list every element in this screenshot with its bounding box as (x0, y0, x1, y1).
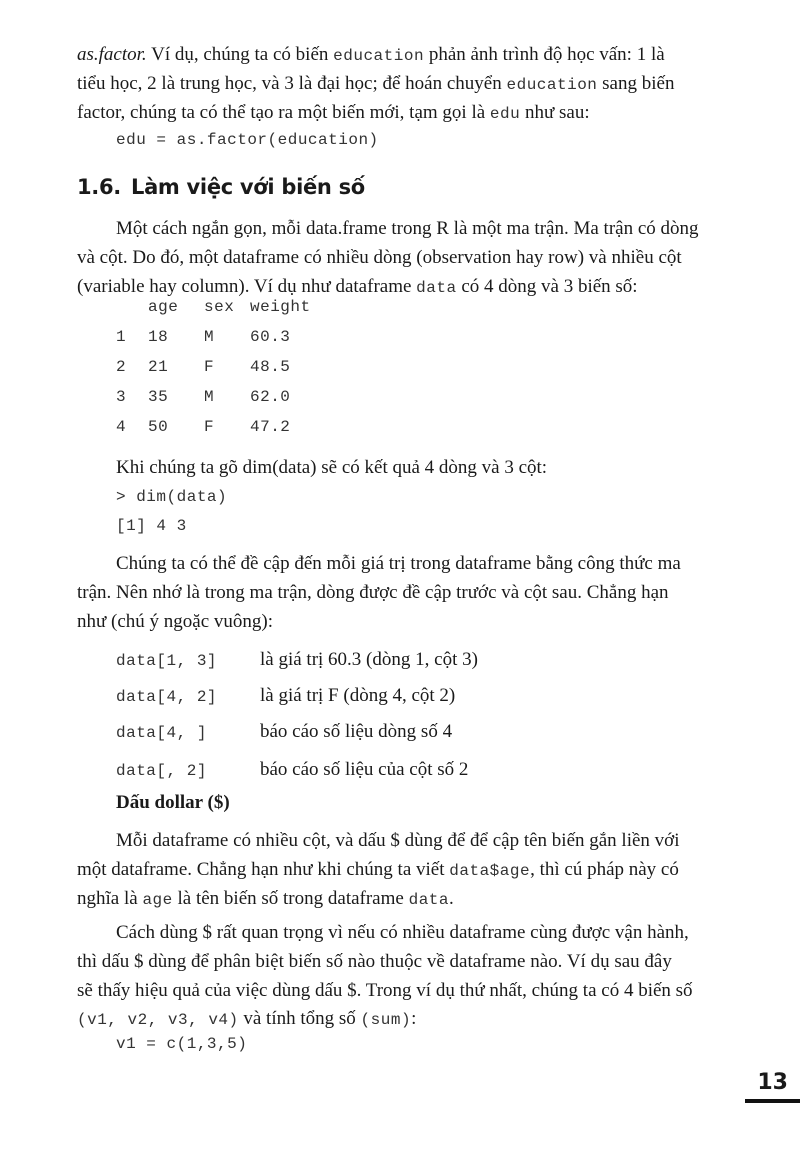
dollar-line-1: Mỗi dataframe có nhiều cột, và dấu $ dùng để để cập tên biến gắn liền với (116, 830, 680, 851)
section-title: Làm việc với biến số (130, 175, 365, 199)
index-expression: data[4, 2] (116, 688, 218, 706)
ref-line-2: trận. Nên nhớ là trong ma trận, dòng được đề cập trước và cột sau. Chẳng hạn (77, 582, 669, 603)
index-description: báo cáo số liệu dòng số 4 (260, 721, 453, 742)
table-header-row (116, 298, 330, 328)
table-cell: 1 (116, 328, 127, 346)
usage-line-4 (77, 1004, 416, 1035)
inline-code: age (142, 891, 173, 909)
table-row (116, 358, 330, 388)
text-run: phản ảnh trình độ học vấn: 1 là (424, 44, 665, 65)
matrix-line-1: Một cách ngắn gọn, mỗi data.frame trong R là một ma trận. Ma trận có dòng (116, 218, 699, 239)
index-example (116, 717, 452, 746)
dataframe-table (116, 298, 330, 448)
dim-code: > dim(data) (116, 488, 228, 506)
index-description: báo cáo số liệu của cột số 2 (260, 759, 469, 780)
code-edu: edu = as.factor(education) (116, 131, 379, 149)
text-run: nghĩa là (77, 888, 143, 909)
table-cell: 4 (116, 418, 127, 436)
text-run: . (449, 888, 454, 909)
dollar-line-2 (77, 855, 679, 886)
index-expression: data[1, 3] (116, 652, 218, 670)
table-cell: 60.3 (250, 328, 291, 346)
inline-code: (sum) (360, 1011, 412, 1029)
page-number-rule (745, 1099, 800, 1103)
intro-line-1 (77, 40, 665, 71)
table-row (116, 328, 330, 358)
text-run: một dataframe. Chẳng hạn như khi chúng ta viết (77, 859, 450, 880)
table-header-cell: weight (250, 298, 311, 316)
index-example (116, 755, 468, 784)
inline-code: data$age (449, 862, 531, 880)
table-header-cell (116, 298, 148, 328)
text-run: có 4 dòng và 3 biến số: (456, 276, 638, 297)
matrix-line-2: và cột. Do đó, một dataframe có nhiều dòng (observation hay row) và nhiều cột (77, 247, 682, 268)
intro-line-2 (77, 69, 674, 100)
section-number: 1.6. (77, 175, 121, 199)
text-run: Ví dụ, chúng ta có biến (146, 44, 334, 65)
dim-output: [1] 4 3 (116, 517, 187, 535)
text-run: là tên biến số trong dataframe (172, 888, 409, 909)
usage-line-1: Cách dùng $ rất quan trọng vì nếu có nhiều dataframe cùng được vận hành, (116, 922, 689, 943)
text-run: tiểu học, 2 là trung học, và 3 là đại học; để hoán chuyển (77, 73, 507, 94)
text-run: (variable hay column). Ví dụ như dataframe (77, 276, 417, 297)
index-example (116, 681, 455, 710)
inline-code: education (333, 47, 425, 65)
text-run: như sau: (520, 102, 590, 123)
table-cell: F (204, 358, 215, 376)
table-cell: 47.2 (250, 418, 291, 436)
section-heading (77, 175, 365, 199)
inline-code: data (408, 891, 449, 909)
table-row (116, 388, 330, 418)
page-number: 13 (757, 1070, 788, 1095)
index-expression: data[, 2] (116, 762, 207, 780)
table-header-cell: age (148, 298, 179, 316)
table-cell: 48.5 (250, 358, 291, 376)
table-cell: 50 (148, 418, 169, 436)
table-cell: M (204, 328, 215, 346)
inline-code: (v1, v2, v3, v4) (77, 1011, 239, 1029)
inline-code: data (416, 279, 457, 297)
index-description: là giá trị F (dòng 4, cột 2) (260, 685, 456, 706)
text-run: và tính tổng số (238, 1008, 361, 1029)
table-header-cell: sex (204, 298, 235, 316)
dollar-line-3 (77, 884, 454, 915)
table-cell: 2 (116, 358, 127, 376)
as-factor-term: as.factor. (77, 44, 147, 65)
table-cell: 21 (148, 358, 169, 376)
dim-text: Khi chúng ta gõ dim(data) sẽ có kết quả 4 dòng và 3 cột: (116, 457, 548, 478)
table-cell: F (204, 418, 215, 436)
table-cell: 3 (116, 388, 127, 406)
table-cell: 35 (148, 388, 169, 406)
index-description: là giá trị 60.3 (dòng 1, cột 3) (260, 649, 478, 670)
inline-code: education (506, 76, 598, 94)
ref-line-3: như (chú ý ngoặc vuông): (77, 611, 274, 632)
index-expression: data[4, ] (116, 724, 207, 742)
subheading-dollar: Dấu dollar ($) (116, 792, 230, 813)
usage-line-2: thì dấu $ dùng để phân biệt biến số nào thuộc về dataframe nào. Ví dụ sau đây (77, 951, 672, 972)
text-run: sang biến (597, 73, 675, 94)
intro-line-3 (77, 98, 590, 129)
ref-line-1: Chúng ta có thể đề cập đến mỗi giá trị trong dataframe bằng công thức ma (116, 553, 681, 574)
usage-line-3: sẽ thấy hiệu quả của việc dùng dấu $. Trong ví dụ thứ nhất, chúng ta có 4 biến số (77, 980, 693, 1001)
table-row (116, 418, 330, 448)
table-cell: M (204, 388, 215, 406)
text-run: , thì cú pháp này có (530, 859, 679, 880)
inline-code: edu (489, 105, 521, 123)
table-cell: 18 (148, 328, 169, 346)
code-v1: v1 = c(1,3,5) (116, 1035, 248, 1053)
text-run: factor, chúng ta có thể tạo ra một biến mới, tạm gọi là (77, 102, 490, 123)
table-cell: 62.0 (250, 388, 291, 406)
index-example (116, 645, 478, 674)
text-run: : (411, 1008, 417, 1029)
